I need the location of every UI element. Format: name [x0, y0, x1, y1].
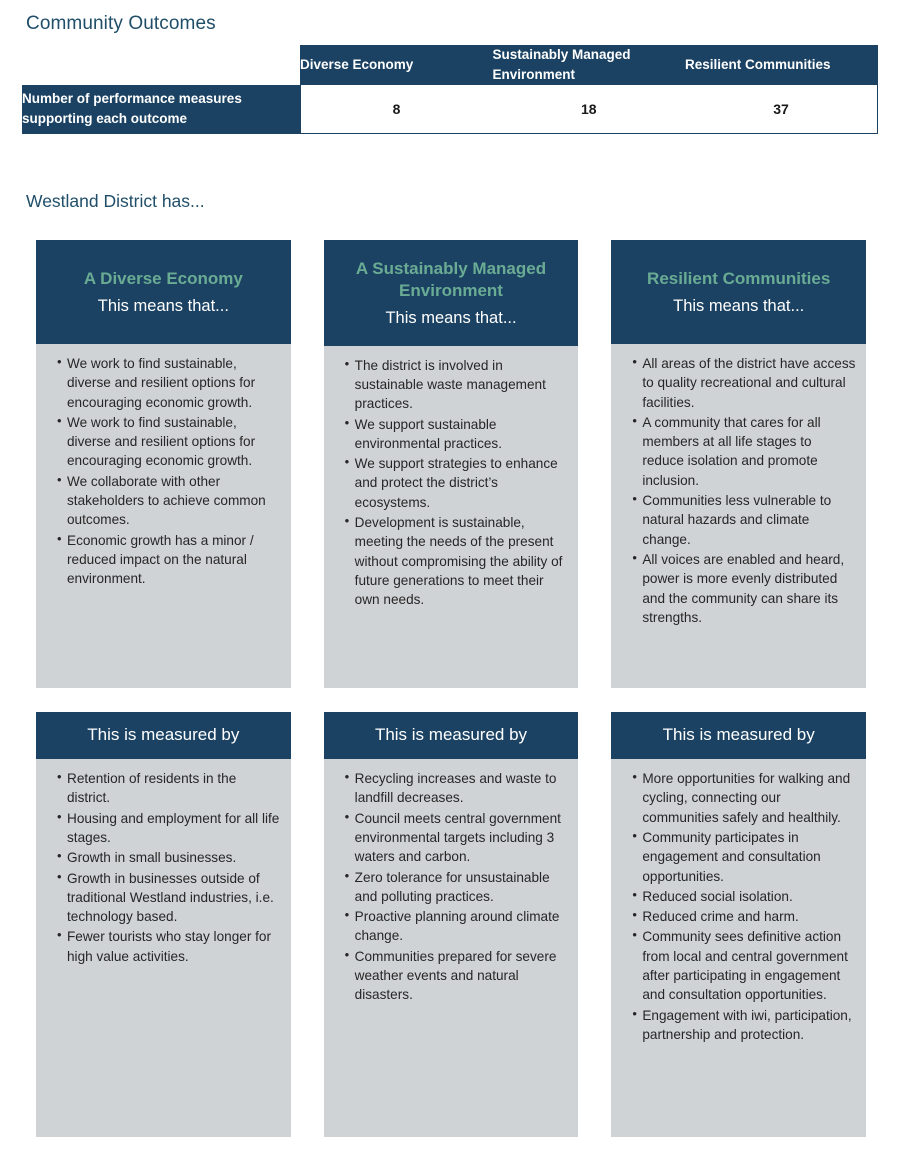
- list-item: • Reduced social isolation.: [633, 887, 856, 906]
- outcome-card-sustainably-managed-environment: [324, 240, 579, 688]
- measures-cards-row: [36, 712, 866, 1137]
- list-item: • Development is sustainable, meeting the needs of the present without compromising the ability of future generations to meet their own needs.: [346, 513, 569, 609]
- table-header-resilient-communities: Resilient Communities: [685, 45, 878, 85]
- measures-title: This is measured by: [87, 725, 240, 744]
- list-item: • All voices are enabled and heard, power is more evenly distributed and the community can share its strengths.: [633, 550, 856, 627]
- list-item: • Engagement with iwi, participation, partnership and protection.: [633, 1006, 856, 1045]
- measures-bullet-list: [617, 769, 856, 1044]
- table-header-row: [22, 45, 878, 85]
- measures-card-body: [324, 759, 579, 1137]
- list-item: • Communities less vulnerable to natural hazards and climate change.: [633, 491, 856, 549]
- table-corner-cell: [22, 45, 300, 85]
- measures-bullet-list: [330, 769, 569, 1005]
- table-value-diverse-economy: 8: [300, 85, 493, 134]
- list-item: • We work to find sustainable, diverse and resilient options for encouraging economic growth.: [58, 413, 281, 471]
- list-item: • Growth in small businesses.: [58, 848, 281, 867]
- outcome-card-body: [36, 344, 291, 688]
- performance-measures-table: [22, 45, 878, 134]
- list-item: • We collaborate with other stakeholders to achieve common outcomes.: [58, 472, 281, 530]
- outcome-subtitle: This means that...: [97, 297, 229, 316]
- list-item: • Growth in businesses outside of traditional Westland industries, i.e. technology based.: [58, 869, 281, 927]
- table-header-diverse-economy: Diverse Economy: [300, 45, 493, 85]
- page-title: Community Outcomes: [26, 13, 216, 34]
- list-item: • Communities prepared for severe weather events and natural disasters.: [346, 947, 569, 1005]
- outcome-card-header: [36, 240, 291, 344]
- sub-heading: Westland District has...: [26, 191, 205, 211]
- list-item: • Zero tolerance for unsustainable and polluting practices.: [346, 868, 569, 907]
- measures-card-header: [611, 712, 866, 759]
- list-item: • A community that cares for all members at all life stages to reduce isolation and promote inclusion.: [633, 413, 856, 490]
- list-item: • Proactive planning around climate change.: [346, 907, 569, 946]
- measures-title: This is measured by: [374, 725, 528, 744]
- table-header-sustainably-managed-environment: Sustainably Managed Environment: [493, 45, 686, 85]
- measures-card-resilient-communities: [611, 712, 866, 1137]
- outcome-cards-row: [36, 240, 866, 688]
- list-item: • Retention of residents in the district.: [58, 769, 281, 808]
- table-data-row: [22, 85, 878, 134]
- outcome-bullet-list: [330, 356, 569, 610]
- measures-bullet-list: [42, 769, 281, 966]
- measures-card-header: [324, 712, 579, 759]
- list-item: • Economic growth has a minor / reduced impact on the natural environment.: [58, 531, 281, 589]
- list-item: • More opportunities for walking and cycling, connecting our communities safely and healthily.: [633, 769, 856, 827]
- measures-card-body: [36, 759, 291, 1137]
- outcome-card-body: [611, 344, 866, 688]
- list-item: • All areas of the district have access to quality recreational and cultural facilities.: [633, 354, 856, 412]
- table-value-resilient-communities: 37: [685, 85, 878, 134]
- list-item: • We support sustainable environmental practices.: [346, 415, 569, 454]
- outcome-bullet-list: [617, 354, 856, 627]
- measures-card-sustainably-managed-environment: [324, 712, 579, 1137]
- list-item: • Housing and employment for all life stages.: [58, 809, 281, 848]
- list-item: • Community sees definitive action from local and central government after participating in engagement and consultation opportunities.: [633, 927, 856, 1004]
- measures-card-body: [611, 759, 866, 1137]
- outcome-card-header: [611, 240, 866, 344]
- list-item: • Reduced crime and harm.: [633, 907, 856, 926]
- list-item: • Fewer tourists who stay longer for high value activities.: [58, 927, 281, 966]
- list-item: • Recycling increases and waste to landfill decreases.: [346, 769, 569, 808]
- outcome-title: Resilient Communities: [647, 269, 831, 289]
- list-item: • Council meets central government environmental targets including 3 waters and carbon.: [346, 809, 569, 867]
- list-item: • We support strategies to enhance and protect the district’s ecosystems.: [346, 454, 569, 512]
- table-value-sustainably-managed-environment: 18: [493, 85, 686, 134]
- outcome-card-body: [324, 346, 579, 688]
- list-item: • The district is involved in sustainable waste management practices.: [346, 356, 569, 414]
- measures-card-diverse-economy: [36, 712, 291, 1137]
- table-row-label: Number of performance measures supporting each outcome: [22, 85, 300, 134]
- list-item: • Community participates in engagement and consultation opportunities.: [633, 828, 856, 886]
- outcome-subtitle: This means that...: [385, 309, 517, 328]
- outcome-card-resilient-communities: [611, 240, 866, 688]
- measures-title: This is measured by: [662, 725, 815, 744]
- outcome-card-diverse-economy: [36, 240, 291, 688]
- outcome-card-header: [324, 240, 579, 346]
- outcome-title: A Sustainably Managed Environment: [355, 259, 547, 301]
- list-item: • We work to find sustainable, diverse and resilient options for encouraging economic growth.: [58, 354, 281, 412]
- outcome-title: A Diverse Economy: [83, 269, 243, 289]
- outcome-subtitle: This means that...: [673, 297, 805, 316]
- outcome-bullet-list: [42, 354, 281, 589]
- measures-card-header: [36, 712, 291, 759]
